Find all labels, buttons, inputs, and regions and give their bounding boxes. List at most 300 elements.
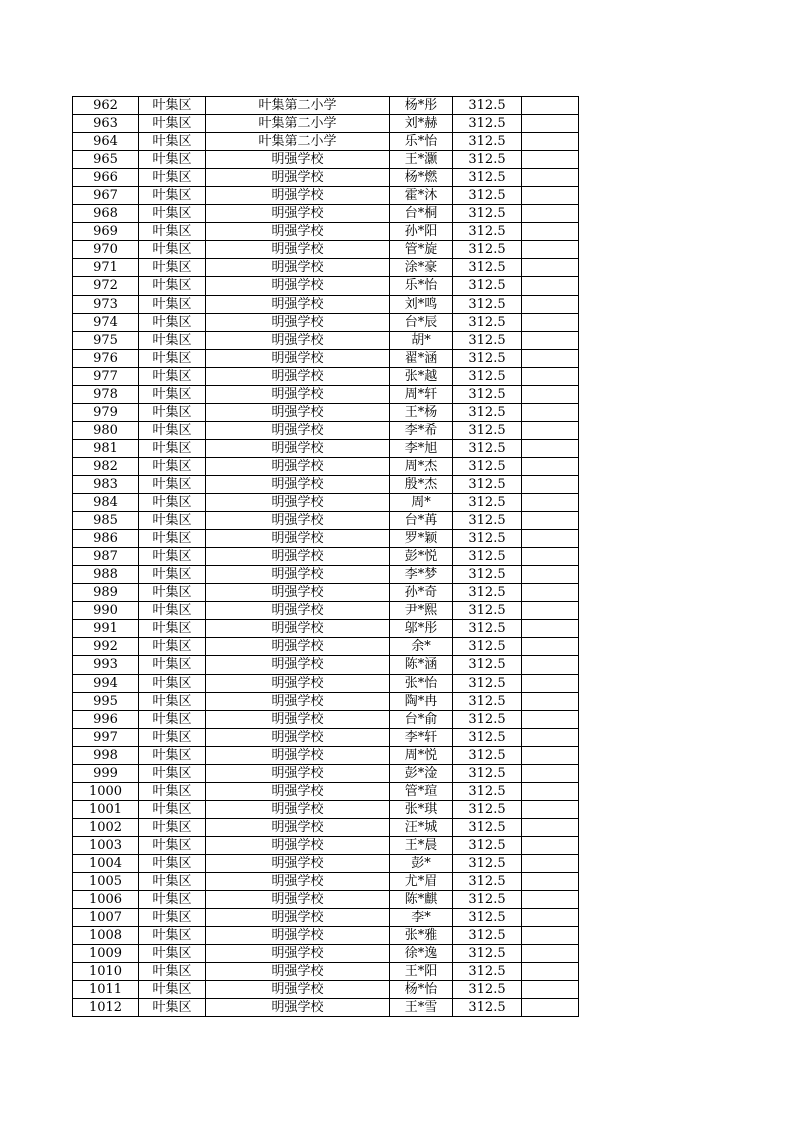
row-number-cell: 967 — [73, 187, 139, 205]
district-cell: 叶集区 — [139, 421, 206, 439]
school-cell: 明强学校 — [206, 638, 390, 656]
blank-cell — [522, 223, 579, 241]
student-name-cell: 罗*颖 — [390, 530, 453, 548]
row-number-cell: 1001 — [73, 800, 139, 818]
score-cell: 312.5 — [453, 566, 522, 584]
district-cell: 叶集区 — [139, 963, 206, 981]
school-cell: 明强学校 — [206, 385, 390, 403]
blank-cell — [522, 385, 579, 403]
table-row — [73, 764, 579, 782]
district-cell: 叶集区 — [139, 349, 206, 367]
table-row — [73, 385, 579, 403]
row-number-cell: 962 — [73, 97, 139, 115]
district-cell: 叶集区 — [139, 873, 206, 891]
school-cell: 明强学校 — [206, 945, 390, 963]
district-cell: 叶集区 — [139, 891, 206, 909]
school-cell: 明强学校 — [206, 512, 390, 530]
school-cell: 明强学校 — [206, 277, 390, 295]
score-cell: 312.5 — [453, 295, 522, 313]
school-cell: 明强学校 — [206, 602, 390, 620]
table-row — [73, 403, 579, 421]
school-cell: 明强学校 — [206, 710, 390, 728]
score-cell: 312.5 — [453, 494, 522, 512]
row-number-cell: 978 — [73, 385, 139, 403]
table-row — [73, 602, 579, 620]
district-cell: 叶集区 — [139, 728, 206, 746]
table-row — [73, 457, 579, 475]
row-number-cell: 973 — [73, 295, 139, 313]
district-cell: 叶集区 — [139, 494, 206, 512]
school-cell: 明强学校 — [206, 494, 390, 512]
score-cell: 312.5 — [453, 205, 522, 223]
table-row — [73, 710, 579, 728]
score-cell: 312.5 — [453, 457, 522, 475]
blank-cell — [522, 800, 579, 818]
score-cell: 312.5 — [453, 349, 522, 367]
row-number-cell: 969 — [73, 223, 139, 241]
school-cell: 明强学校 — [206, 439, 390, 457]
student-name-cell: 王*杨 — [390, 403, 453, 421]
blank-cell — [522, 151, 579, 169]
blank-cell — [522, 530, 579, 548]
score-cell: 312.5 — [453, 584, 522, 602]
blank-cell — [522, 494, 579, 512]
district-cell: 叶集区 — [139, 836, 206, 854]
table-row — [73, 259, 579, 277]
table-row — [73, 313, 579, 331]
student-name-cell: 管*瑄 — [390, 782, 453, 800]
table-row — [73, 295, 579, 313]
student-name-cell: 尹*熙 — [390, 602, 453, 620]
district-cell: 叶集区 — [139, 566, 206, 584]
school-cell: 明强学校 — [206, 223, 390, 241]
score-cell: 312.5 — [453, 854, 522, 872]
blank-cell — [522, 331, 579, 349]
blank-cell — [522, 187, 579, 205]
district-cell: 叶集区 — [139, 475, 206, 493]
row-number-cell: 974 — [73, 313, 139, 331]
score-cell: 312.5 — [453, 909, 522, 927]
row-number-cell: 992 — [73, 638, 139, 656]
school-cell: 明强学校 — [206, 169, 390, 187]
row-number-cell: 995 — [73, 692, 139, 710]
score-cell: 312.5 — [453, 367, 522, 385]
district-cell: 叶集区 — [139, 295, 206, 313]
school-cell: 明强学校 — [206, 457, 390, 475]
blank-cell — [522, 836, 579, 854]
score-cell: 312.5 — [453, 891, 522, 909]
district-cell: 叶集区 — [139, 638, 206, 656]
district-cell: 叶集区 — [139, 999, 206, 1017]
student-name-cell: 彭*悦 — [390, 548, 453, 566]
table-row — [73, 620, 579, 638]
student-name-cell: 周*轩 — [390, 385, 453, 403]
student-name-cell: 李*旭 — [390, 439, 453, 457]
student-name-cell: 台*苒 — [390, 512, 453, 530]
table-row — [73, 530, 579, 548]
score-cell: 312.5 — [453, 151, 522, 169]
row-number-cell: 1002 — [73, 818, 139, 836]
district-cell: 叶集区 — [139, 97, 206, 115]
district-cell: 叶集区 — [139, 692, 206, 710]
district-cell: 叶集区 — [139, 674, 206, 692]
table-row — [73, 584, 579, 602]
blank-cell — [522, 403, 579, 421]
blank-cell — [522, 548, 579, 566]
school-cell: 明强学校 — [206, 656, 390, 674]
score-cell: 312.5 — [453, 187, 522, 205]
student-name-cell: 杨*燃 — [390, 169, 453, 187]
row-number-cell: 999 — [73, 764, 139, 782]
district-cell: 叶集区 — [139, 710, 206, 728]
district-cell: 叶集区 — [139, 656, 206, 674]
district-cell: 叶集区 — [139, 241, 206, 259]
score-cell: 312.5 — [453, 945, 522, 963]
score-cell: 312.5 — [453, 512, 522, 530]
table-row — [73, 981, 579, 999]
score-cell: 312.5 — [453, 710, 522, 728]
school-cell: 叶集第二小学 — [206, 115, 390, 133]
student-name-cell: 王*雪 — [390, 999, 453, 1017]
row-number-cell: 981 — [73, 439, 139, 457]
table-row — [73, 927, 579, 945]
school-cell: 明强学校 — [206, 151, 390, 169]
blank-cell — [522, 873, 579, 891]
blank-cell — [522, 963, 579, 981]
blank-cell — [522, 909, 579, 927]
table-row — [73, 512, 579, 530]
district-cell: 叶集区 — [139, 367, 206, 385]
row-number-cell: 1011 — [73, 981, 139, 999]
blank-cell — [522, 367, 579, 385]
table-row — [73, 277, 579, 295]
school-cell: 明强学校 — [206, 331, 390, 349]
school-cell: 明强学校 — [206, 421, 390, 439]
row-number-cell: 982 — [73, 457, 139, 475]
row-number-cell: 983 — [73, 475, 139, 493]
table-row — [73, 115, 579, 133]
school-cell: 明强学校 — [206, 873, 390, 891]
table-row — [73, 800, 579, 818]
student-name-cell: 刘*鸣 — [390, 295, 453, 313]
table-row — [73, 223, 579, 241]
student-name-cell: 孙*阳 — [390, 223, 453, 241]
score-cell: 312.5 — [453, 963, 522, 981]
row-number-cell: 963 — [73, 115, 139, 133]
score-cell: 312.5 — [453, 385, 522, 403]
student-name-cell: 台*桐 — [390, 205, 453, 223]
blank-cell — [522, 999, 579, 1017]
district-cell: 叶集区 — [139, 764, 206, 782]
table-row — [73, 133, 579, 151]
student-name-cell: 殷*杰 — [390, 475, 453, 493]
blank-cell — [522, 133, 579, 151]
school-cell: 叶集第二小学 — [206, 97, 390, 115]
student-name-cell: 尤*眉 — [390, 873, 453, 891]
school-cell: 明强学校 — [206, 259, 390, 277]
school-cell: 明强学校 — [206, 764, 390, 782]
district-cell: 叶集区 — [139, 800, 206, 818]
blank-cell — [522, 457, 579, 475]
score-cell: 312.5 — [453, 800, 522, 818]
row-number-cell: 1004 — [73, 854, 139, 872]
student-name-cell: 管*旋 — [390, 241, 453, 259]
score-cell: 312.5 — [453, 439, 522, 457]
score-cell: 312.5 — [453, 115, 522, 133]
row-number-cell: 985 — [73, 512, 139, 530]
district-cell: 叶集区 — [139, 331, 206, 349]
table-row — [73, 331, 579, 349]
school-cell: 明强学校 — [206, 295, 390, 313]
district-cell: 叶集区 — [139, 115, 206, 133]
school-cell: 明强学校 — [206, 313, 390, 331]
score-cell: 312.5 — [453, 927, 522, 945]
score-cell: 312.5 — [453, 313, 522, 331]
school-cell: 明强学校 — [206, 530, 390, 548]
score-cell: 312.5 — [453, 602, 522, 620]
school-cell: 明强学校 — [206, 800, 390, 818]
student-name-cell: 李*轩 — [390, 728, 453, 746]
district-cell: 叶集区 — [139, 746, 206, 764]
table-row — [73, 656, 579, 674]
blank-cell — [522, 115, 579, 133]
blank-cell — [522, 728, 579, 746]
blank-cell — [522, 475, 579, 493]
row-number-cell: 1009 — [73, 945, 139, 963]
row-number-cell: 964 — [73, 133, 139, 151]
student-name-cell: 杨*怡 — [390, 981, 453, 999]
school-cell: 明强学校 — [206, 999, 390, 1017]
row-number-cell: 991 — [73, 620, 139, 638]
student-name-cell: 彭*淦 — [390, 764, 453, 782]
school-cell: 明强学校 — [206, 241, 390, 259]
blank-cell — [522, 295, 579, 313]
student-name-cell: 周*杰 — [390, 457, 453, 475]
student-name-cell: 乐*怡 — [390, 133, 453, 151]
school-cell: 明强学校 — [206, 349, 390, 367]
score-cell: 312.5 — [453, 818, 522, 836]
score-cell: 312.5 — [453, 656, 522, 674]
blank-cell — [522, 620, 579, 638]
row-number-cell: 987 — [73, 548, 139, 566]
row-number-cell: 1008 — [73, 927, 139, 945]
district-cell: 叶集区 — [139, 133, 206, 151]
school-cell: 明强学校 — [206, 854, 390, 872]
table-row — [73, 494, 579, 512]
student-name-cell: 张*越 — [390, 367, 453, 385]
student-name-cell: 乐*怡 — [390, 277, 453, 295]
school-cell: 明强学校 — [206, 891, 390, 909]
score-cell: 312.5 — [453, 999, 522, 1017]
row-number-cell: 975 — [73, 331, 139, 349]
student-name-cell: 王*阳 — [390, 963, 453, 981]
table-row — [73, 97, 579, 115]
score-cell: 312.5 — [453, 223, 522, 241]
blank-cell — [522, 566, 579, 584]
blank-cell — [522, 205, 579, 223]
score-cell: 312.5 — [453, 764, 522, 782]
score-cell: 312.5 — [453, 620, 522, 638]
school-cell: 明强学校 — [206, 692, 390, 710]
blank-cell — [522, 891, 579, 909]
student-name-cell: 彭* — [390, 854, 453, 872]
district-cell: 叶集区 — [139, 530, 206, 548]
school-cell: 明强学校 — [206, 981, 390, 999]
blank-cell — [522, 656, 579, 674]
score-cell: 312.5 — [453, 475, 522, 493]
table-row — [73, 638, 579, 656]
row-number-cell: 990 — [73, 602, 139, 620]
table-row — [73, 818, 579, 836]
district-cell: 叶集区 — [139, 205, 206, 223]
row-number-cell: 996 — [73, 710, 139, 728]
table-row — [73, 151, 579, 169]
row-number-cell: 1000 — [73, 782, 139, 800]
table-row — [73, 367, 579, 385]
school-cell: 明强学校 — [206, 782, 390, 800]
district-cell: 叶集区 — [139, 223, 206, 241]
score-cell: 312.5 — [453, 331, 522, 349]
table-row — [73, 873, 579, 891]
score-cell: 312.5 — [453, 873, 522, 891]
table-row — [73, 728, 579, 746]
table-row — [73, 854, 579, 872]
blank-cell — [522, 602, 579, 620]
row-number-cell: 994 — [73, 674, 139, 692]
district-cell: 叶集区 — [139, 818, 206, 836]
score-cell: 312.5 — [453, 259, 522, 277]
score-cell: 312.5 — [453, 421, 522, 439]
district-cell: 叶集区 — [139, 945, 206, 963]
student-name-cell: 胡* — [390, 331, 453, 349]
district-cell: 叶集区 — [139, 457, 206, 475]
row-number-cell: 971 — [73, 259, 139, 277]
student-name-cell: 李* — [390, 909, 453, 927]
score-cell: 312.5 — [453, 530, 522, 548]
row-number-cell: 984 — [73, 494, 139, 512]
student-name-cell: 张*琪 — [390, 800, 453, 818]
student-name-cell: 张*雅 — [390, 927, 453, 945]
score-cell: 312.5 — [453, 133, 522, 151]
district-cell: 叶集区 — [139, 602, 206, 620]
row-number-cell: 1007 — [73, 909, 139, 927]
score-cell: 312.5 — [453, 692, 522, 710]
blank-cell — [522, 854, 579, 872]
student-name-cell: 徐*逸 — [390, 945, 453, 963]
school-cell: 明强学校 — [206, 674, 390, 692]
student-name-cell: 台*俞 — [390, 710, 453, 728]
table-row — [73, 782, 579, 800]
blank-cell — [522, 710, 579, 728]
table-row — [73, 349, 579, 367]
row-number-cell: 989 — [73, 584, 139, 602]
blank-cell — [522, 782, 579, 800]
district-cell: 叶集区 — [139, 313, 206, 331]
district-cell: 叶集区 — [139, 548, 206, 566]
student-name-cell: 李*希 — [390, 421, 453, 439]
blank-cell — [522, 638, 579, 656]
blank-cell — [522, 439, 579, 457]
district-cell: 叶集区 — [139, 981, 206, 999]
school-cell: 明强学校 — [206, 836, 390, 854]
school-cell: 明强学校 — [206, 205, 390, 223]
blank-cell — [522, 674, 579, 692]
student-name-cell: 翟*涵 — [390, 349, 453, 367]
blank-cell — [522, 169, 579, 187]
school-cell: 明强学校 — [206, 620, 390, 638]
score-cell: 312.5 — [453, 169, 522, 187]
table-row — [73, 566, 579, 584]
district-cell: 叶集区 — [139, 584, 206, 602]
table-row — [73, 169, 579, 187]
score-cell: 312.5 — [453, 746, 522, 764]
school-cell: 明强学校 — [206, 584, 390, 602]
score-cell: 312.5 — [453, 638, 522, 656]
table-row — [73, 999, 579, 1017]
row-number-cell: 998 — [73, 746, 139, 764]
table-row — [73, 909, 579, 927]
school-cell: 明强学校 — [206, 403, 390, 421]
district-cell: 叶集区 — [139, 927, 206, 945]
school-cell: 明强学校 — [206, 548, 390, 566]
student-name-cell: 王*灏 — [390, 151, 453, 169]
student-name-cell: 霍*沐 — [390, 187, 453, 205]
row-number-cell: 968 — [73, 205, 139, 223]
school-cell: 明强学校 — [206, 566, 390, 584]
row-number-cell: 976 — [73, 349, 139, 367]
row-number-cell: 980 — [73, 421, 139, 439]
student-name-cell: 李*梦 — [390, 566, 453, 584]
school-cell: 明强学校 — [206, 367, 390, 385]
student-name-cell: 陈*麒 — [390, 891, 453, 909]
district-cell: 叶集区 — [139, 385, 206, 403]
score-cell: 312.5 — [453, 97, 522, 115]
school-cell: 明强学校 — [206, 818, 390, 836]
score-cell: 312.5 — [453, 836, 522, 854]
row-number-cell: 970 — [73, 241, 139, 259]
table-row — [73, 692, 579, 710]
student-name-cell: 邬*彤 — [390, 620, 453, 638]
row-number-cell: 997 — [73, 728, 139, 746]
row-number-cell: 966 — [73, 169, 139, 187]
table-row — [73, 187, 579, 205]
score-cell: 312.5 — [453, 782, 522, 800]
school-cell: 明强学校 — [206, 475, 390, 493]
score-cell: 312.5 — [453, 728, 522, 746]
blank-cell — [522, 421, 579, 439]
row-number-cell: 1005 — [73, 873, 139, 891]
blank-cell — [522, 241, 579, 259]
row-number-cell: 986 — [73, 530, 139, 548]
school-cell: 明强学校 — [206, 728, 390, 746]
district-cell: 叶集区 — [139, 909, 206, 927]
row-number-cell: 965 — [73, 151, 139, 169]
score-cell: 312.5 — [453, 403, 522, 421]
blank-cell — [522, 945, 579, 963]
school-cell: 明强学校 — [206, 187, 390, 205]
district-cell: 叶集区 — [139, 512, 206, 530]
student-name-cell: 余* — [390, 638, 453, 656]
row-number-cell: 1003 — [73, 836, 139, 854]
table-row — [73, 945, 579, 963]
table-row — [73, 439, 579, 457]
score-cell: 312.5 — [453, 277, 522, 295]
table-row — [73, 421, 579, 439]
school-cell: 明强学校 — [206, 963, 390, 981]
student-name-cell: 陈*涵 — [390, 656, 453, 674]
blank-cell — [522, 349, 579, 367]
score-cell: 312.5 — [453, 241, 522, 259]
